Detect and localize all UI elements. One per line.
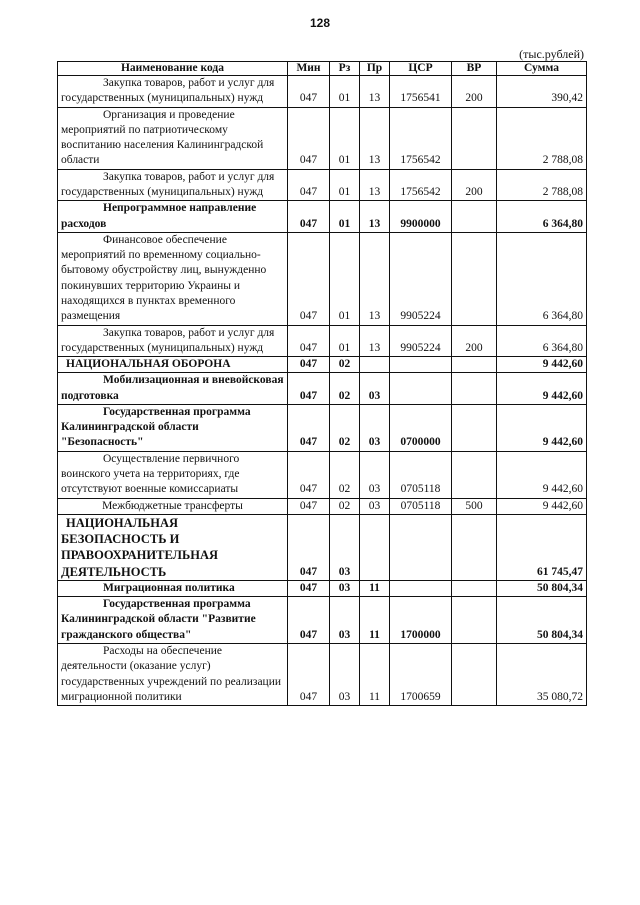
table-row [58,514,587,580]
row-csr: 1700000 [390,597,452,644]
table-row [58,201,587,233]
row-name: НАЦИОНАЛЬНАЯ БЕЗОПАСНОСТЬ И ПРАВООХРАНИТЕЛЬНАЯ ДЕЯТЕЛЬНОСТЬ [58,514,288,580]
row-sum: 6 364,80 [497,325,587,357]
row-name: Непрограммное направление расходов [58,201,288,233]
row-sum: 50 804,34 [497,580,587,596]
row-rz: 03 [330,580,360,596]
row-pr: 03 [360,404,390,451]
row-sum: 9 442,60 [497,498,587,514]
row-rz: 03 [330,514,360,580]
row-min: 047 [288,580,330,596]
row-rz: 02 [330,498,360,514]
row-rz: 01 [330,107,360,169]
row-sum: 9 442,60 [497,404,587,451]
row-sum: 61 745,47 [497,514,587,580]
row-vr: 200 [452,169,497,201]
row-pr [360,357,390,373]
table-row [58,404,587,451]
row-rz: 02 [330,451,360,498]
row-min: 047 [288,514,330,580]
row-min: 047 [288,644,330,706]
row-rz: 01 [330,325,360,357]
row-vr: 200 [452,325,497,357]
row-vr [452,580,497,596]
row-name: Финансовое обеспечение мероприятий по временному социально-бытовому обустройству лиц, вынужденно покинувших территорию Украины и находящихся в пунктах временного размещения [58,232,288,325]
row-pr: 13 [360,325,390,357]
row-name: Миграционная политика [58,580,288,596]
table-row [58,498,587,514]
row-min: 047 [288,597,330,644]
row-pr [360,514,390,580]
row-pr: 13 [360,169,390,201]
row-csr: 1700659 [390,644,452,706]
row-csr: 0700000 [390,404,452,451]
table-row [58,325,587,357]
row-pr: 13 [360,232,390,325]
row-pr: 13 [360,107,390,169]
row-pr: 13 [360,201,390,233]
row-min: 047 [288,373,330,405]
row-sum: 9 442,60 [497,357,587,373]
row-csr [390,373,452,405]
row-vr [452,451,497,498]
row-vr [452,201,497,233]
table-row [58,644,587,706]
row-pr: 13 [360,76,390,108]
row-rz: 01 [330,232,360,325]
row-min: 047 [288,107,330,169]
row-vr [452,357,497,373]
row-name: Мобилизационная и вневойсковая подготовка [58,373,288,405]
row-pr: 03 [360,498,390,514]
table-row [58,451,587,498]
units-label: (тыс.рублей) [519,47,584,61]
row-vr: 500 [452,498,497,514]
row-rz: 03 [330,644,360,706]
row-rz: 01 [330,201,360,233]
column-header-pr: Пр [360,62,390,76]
row-min: 047 [288,169,330,201]
row-vr [452,107,497,169]
row-sum: 6 364,80 [497,201,587,233]
row-csr: 0705118 [390,451,452,498]
row-rz: 02 [330,357,360,373]
row-min: 047 [288,325,330,357]
row-name: Закупка товаров, работ и услуг для государственных (муниципальных) нужд [58,76,288,108]
row-csr: 9900000 [390,201,452,233]
row-name: Закупка товаров, работ и услуг для государственных (муниципальных) нужд [58,325,288,357]
row-name: Организация и проведение мероприятий по патриотическому воспитанию населения Калининградской области [58,107,288,169]
row-rz: 02 [330,404,360,451]
budget-table [57,61,587,706]
table-row [58,107,587,169]
column-header-name: Наименование кода [58,62,288,76]
column-header-min: Мин [288,62,330,76]
table-row [58,76,587,108]
row-pr: 11 [360,580,390,596]
row-pr: 11 [360,644,390,706]
column-header-csr: ЦСР [390,62,452,76]
row-min: 047 [288,357,330,373]
row-sum: 35 080,72 [497,644,587,706]
row-csr: 1756542 [390,107,452,169]
row-pr: 11 [360,597,390,644]
row-min: 047 [288,76,330,108]
row-csr [390,514,452,580]
row-vr [452,514,497,580]
row-sum: 6 364,80 [497,232,587,325]
table-row [58,357,587,373]
column-header-rz: Рз [330,62,360,76]
column-header-sum: Сумма [497,62,587,76]
row-vr [452,404,497,451]
row-name: Межбюджетные трансферты [58,498,288,514]
row-sum: 390,42 [497,76,587,108]
row-name: Государственная программа Калининградской области "Безопасность" [58,404,288,451]
row-csr: 9905224 [390,232,452,325]
row-vr: 200 [452,76,497,108]
row-sum: 9 442,60 [497,373,587,405]
row-min: 047 [288,451,330,498]
row-min: 047 [288,404,330,451]
row-name: Закупка товаров, работ и услуг для государственных (муниципальных) нужд [58,169,288,201]
table-row [58,580,587,596]
row-vr [452,373,497,405]
row-sum: 50 804,34 [497,597,587,644]
row-vr [452,644,497,706]
row-sum: 9 442,60 [497,451,587,498]
table-row [58,373,587,405]
row-csr: 1756542 [390,169,452,201]
table-row [58,169,587,201]
row-min: 047 [288,498,330,514]
row-csr: 0705118 [390,498,452,514]
row-name: НАЦИОНАЛЬНАЯ ОБОРОНА [58,357,288,373]
row-csr [390,580,452,596]
row-min: 047 [288,232,330,325]
row-sum: 2 788,08 [497,107,587,169]
row-name: Расходы на обеспечение деятельности (оказание услуг) государственных учреждений по реализации миграционной политики [58,644,288,706]
table-row [58,597,587,644]
row-rz: 01 [330,76,360,108]
row-csr: 9905224 [390,325,452,357]
row-name: Осуществление первичного воинского учета на территориях, где отсутствуют военные комиссариаты [58,451,288,498]
row-csr [390,357,452,373]
row-pr: 03 [360,451,390,498]
row-rz: 02 [330,373,360,405]
column-header-vr: ВР [452,62,497,76]
row-pr: 03 [360,373,390,405]
page-number: 128 [309,16,331,30]
row-sum: 2 788,08 [497,169,587,201]
row-min: 047 [288,201,330,233]
row-vr [452,232,497,325]
row-rz: 03 [330,597,360,644]
table-row [58,232,587,325]
row-csr: 1756541 [390,76,452,108]
row-rz: 01 [330,169,360,201]
row-vr [452,597,497,644]
row-name: Государственная программа Калининградской области "Развитие гражданского общества" [58,597,288,644]
table-header-row [58,62,587,76]
